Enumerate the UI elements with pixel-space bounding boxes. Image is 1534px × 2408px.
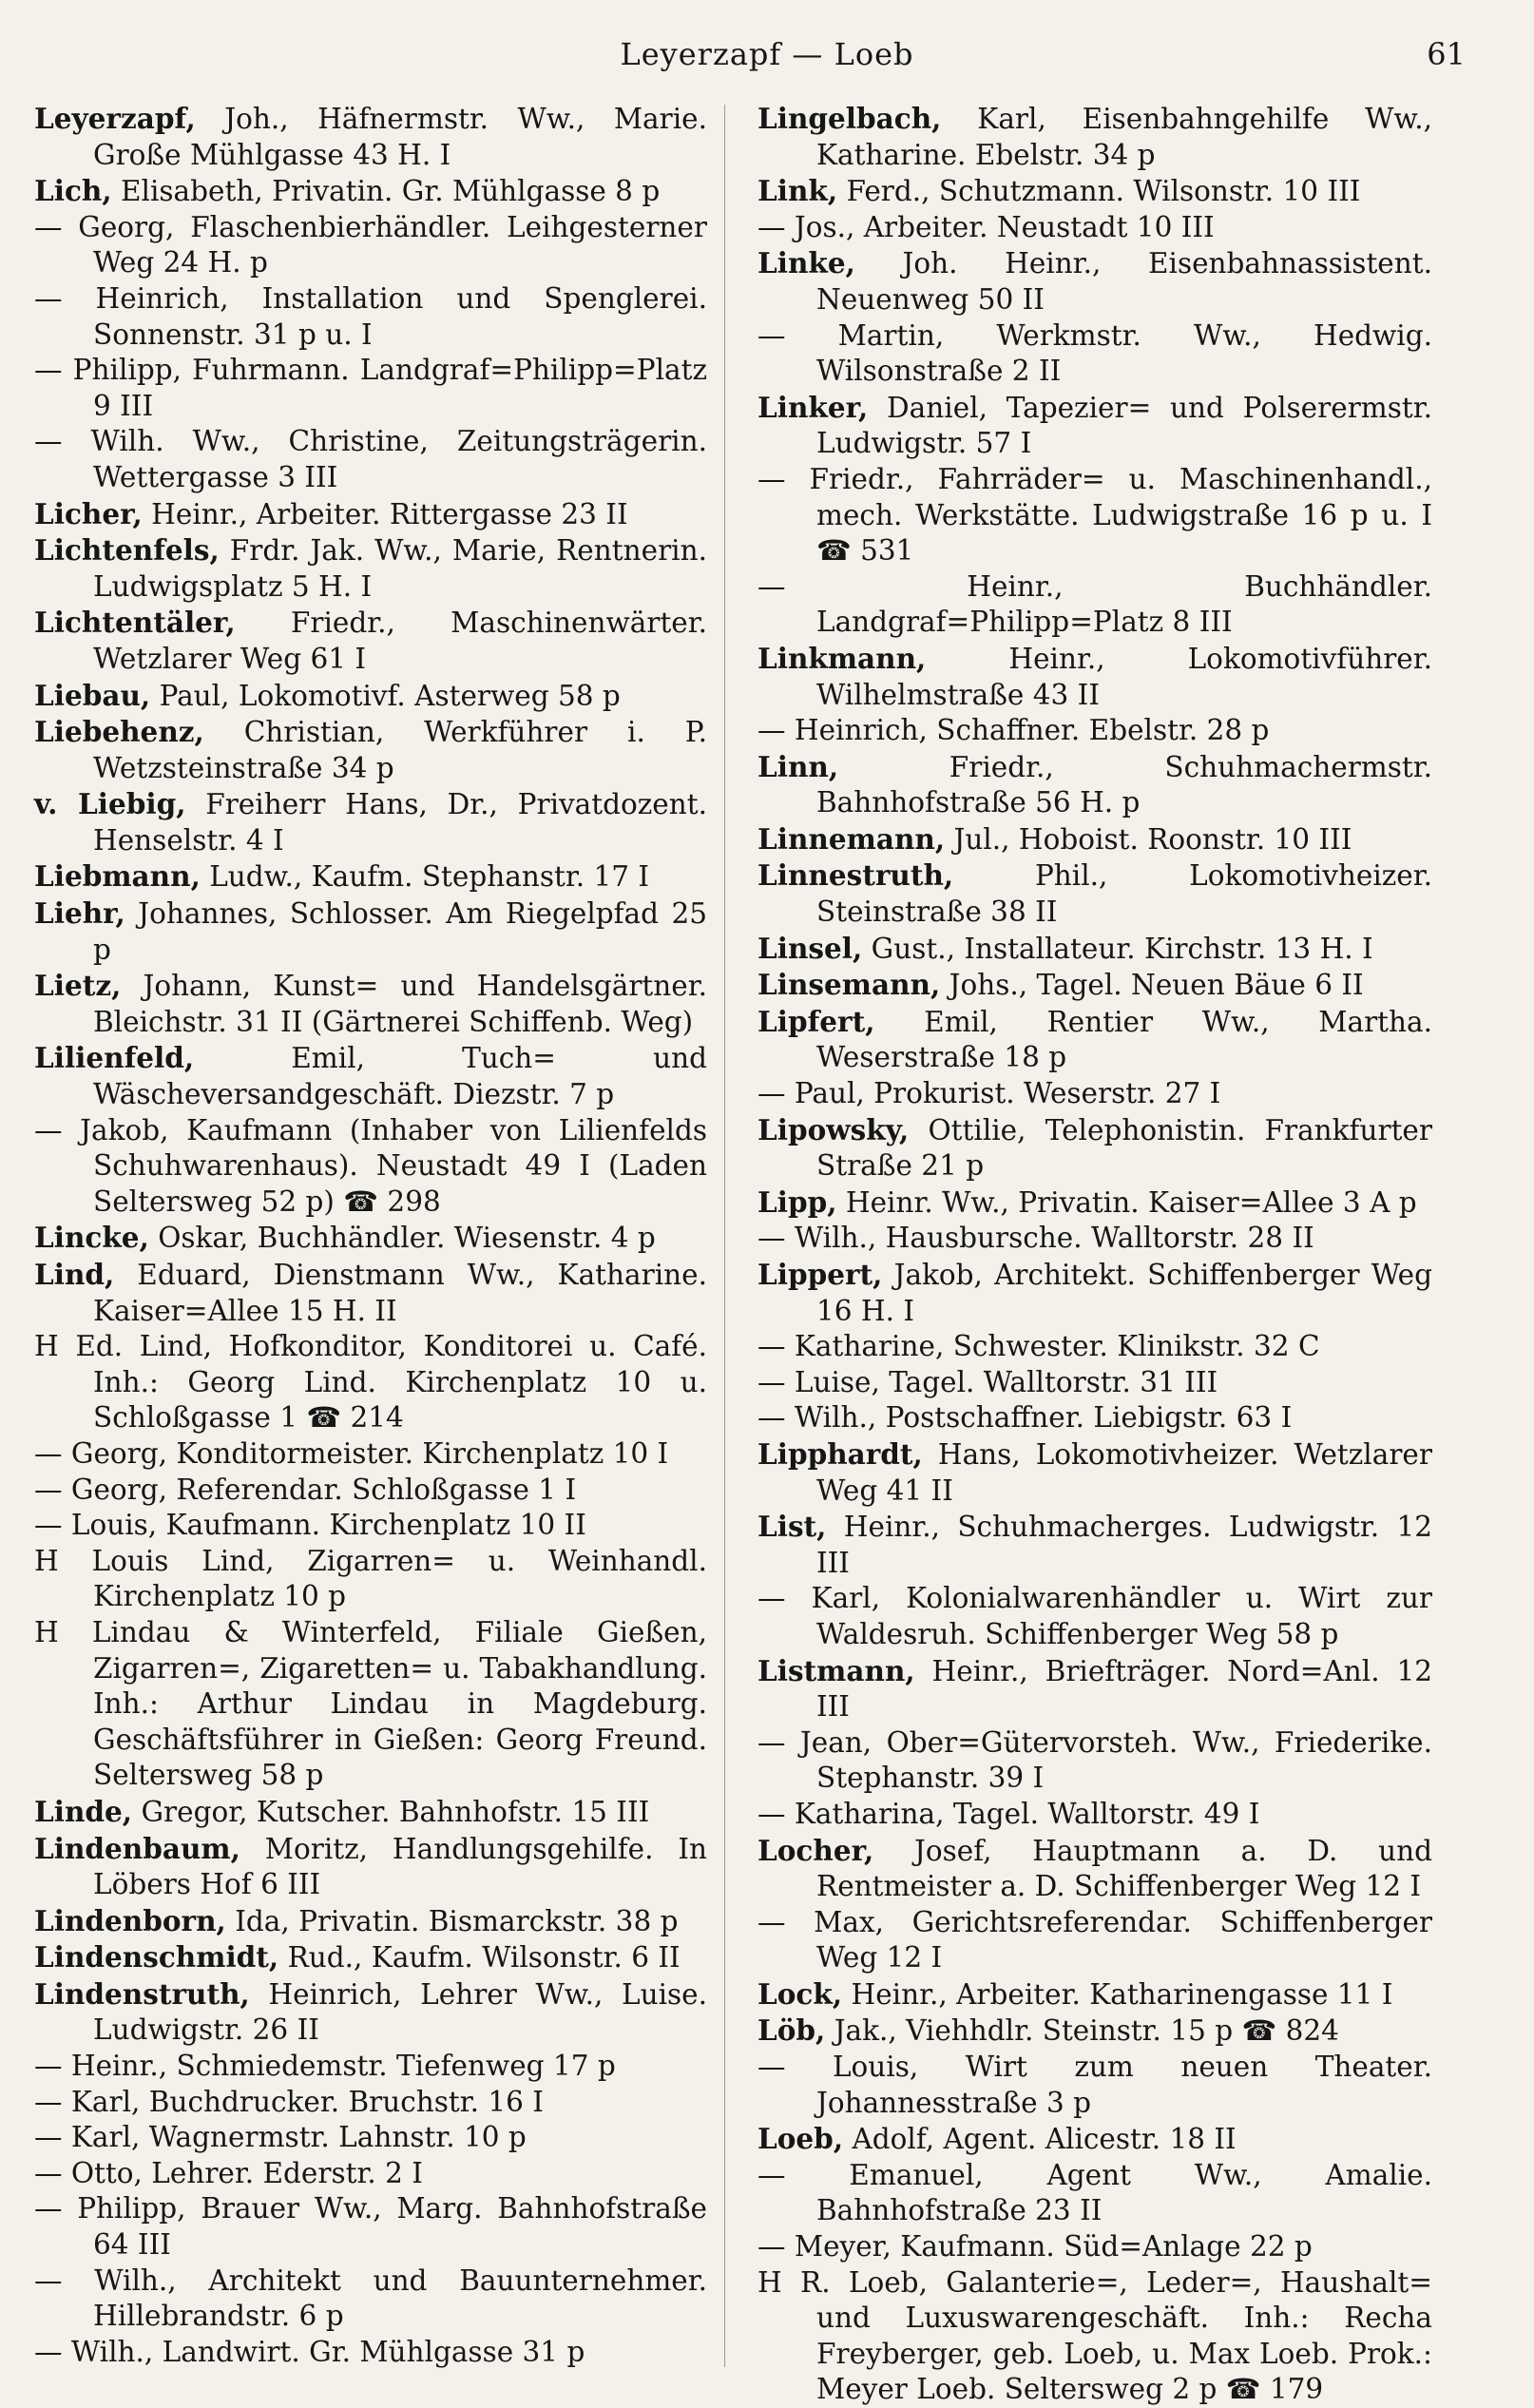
directory-entry: [34, 1113, 707, 1221]
directory-entry: [757, 1509, 1432, 1581]
entry-details: H Louis Lind, Zigarren= u. Weinhandl. Kirchenplatz 10 p: [34, 1544, 707, 1613]
entry-details: H Ed. Lind, Hofkonditor, Konditorei u. Café. Inh.: Georg Lind. Kirchenplatz 10 u. Schloßgasse 1 ☎ 214: [34, 1330, 707, 1435]
directory-entry: [757, 713, 1432, 749]
entry-details: Paul, Lokomotivf. Asterweg 58 p: [150, 679, 621, 712]
entry-surname: Lipp,: [757, 1185, 837, 1219]
entry-details: — Wilh., Hausbursche. Walltorstr. 28 II: [757, 1222, 1314, 1255]
entry-surname: Lind,: [34, 1258, 115, 1291]
directory-entry: [757, 931, 1432, 968]
entry-details: — Emanuel, Agent Ww., Amalie. Bahnhofstraße 23 II: [757, 2158, 1432, 2227]
entry-surname: Liehr,: [34, 896, 125, 931]
entry-details: — Heinrich, Schaffner. Ebelstr. 28 p: [757, 714, 1270, 747]
directory-entry: [34, 1329, 707, 1436]
directory-entry: [757, 1185, 1432, 1222]
entry-surname: Lindenstruth,: [34, 1976, 250, 2011]
entry-details: — Luise, Tagel. Walltorstr. 31 III: [757, 1365, 1218, 1398]
entry-details: Emil, Rentier Ww., Martha. Weserstraße 18 p: [816, 1005, 1432, 1074]
directory-entry: [34, 1220, 707, 1257]
directory-entry: [757, 967, 1432, 1004]
entry-details: — Otto, Lehrer. Ederstr. 2 I: [34, 2156, 423, 2189]
directory-entry: [34, 2120, 707, 2156]
directory-entry: [34, 1939, 707, 1976]
directory-entry: [757, 1833, 1432, 1905]
entry-details: — Philipp, Brauer Ww., Marg. Bahnhofstraße 64 III: [34, 2192, 707, 2262]
entry-details: Emil, Tuch= und Wäscheversandgeschäft. Diezstr. 7 p: [93, 1042, 707, 1111]
entry-details: Ida, Privatin. Bismarckstr. 38 p: [225, 1904, 679, 1937]
entry-details: Ferd., Schutzmann. Wilsonstr. 10 III: [837, 175, 1361, 208]
entry-surname: Lingelbach,: [757, 102, 942, 135]
entry-surname: Lincke,: [34, 1221, 149, 1255]
entry-details: Rud., Kaufm. Wilsonstr. 6 II: [278, 1941, 681, 1975]
left-column: [34, 101, 707, 2370]
directory-entry: [757, 857, 1432, 930]
directory-entry: [34, 424, 707, 495]
entry-details: — Jean, Ober=Gütervorsteh. Ww., Friederike. Stephanstr. 39 I: [757, 1725, 1432, 1795]
entry-details: Johann, Kunst= und Handelsgärtner. Bleichstr. 31 II (Gärtnerei Schiffenb. Weg): [93, 970, 707, 1038]
entry-details: — Max, Gerichtsreferendar. Schiffenberger Weg 12 I: [757, 1905, 1432, 1975]
directory-entry: [757, 1976, 1432, 2013]
entry-surname: Lipowsky,: [757, 1112, 910, 1146]
directory-entry: [757, 641, 1432, 713]
entry-details: — Louis, Kaufmann. Kirchenplatz 10 II: [34, 1509, 586, 1542]
entry-details: Josef, Hauptmann a. D. und Rentmeister a. D. Schiffenberger Weg 12 I: [816, 1834, 1432, 1903]
entry-details: Ludw., Kaufm. Stephanstr. 17 I: [200, 860, 650, 894]
entry-surname: Liebehenz,: [34, 715, 204, 749]
entry-details: Heinr. Ww., Privatin. Kaiser=Allee 3 A p: [836, 1185, 1417, 1219]
directory-entry: [757, 1725, 1432, 1797]
directory-entry: [757, 2229, 1432, 2265]
entry-details: Joh. Heinr., Eisenbahnassistent. Neuenweg 50 II: [816, 247, 1432, 316]
directory-entry: [34, 714, 707, 786]
directory-entry: [34, 896, 707, 968]
entry-surname: List,: [757, 1510, 827, 1544]
entry-details: Heinr., Schuhmacherges. Ludwigstr. 12 III: [816, 1511, 1432, 1579]
entry-details: Joh., Häfnermstr. Ww., Marie. Große Mühlgasse 43 H. I: [93, 103, 707, 171]
entry-details: Gregor, Kutscher. Bahnhofstr. 15 III: [132, 1795, 650, 1828]
directory-entry: [34, 1257, 707, 1329]
directory-entry: [34, 1976, 707, 2049]
entry-details: — Karl, Buchdrucker. Bruchstr. 16 I: [34, 2085, 544, 2118]
entry-details: — Georg, Flaschenbierhändler. Leihgesterner Weg 24 H. p: [34, 210, 707, 279]
directory-entry: [34, 1436, 707, 1473]
entry-details: — Jos., Arbeiter. Neustadt 10 III: [757, 210, 1215, 243]
directory-entry: [34, 858, 707, 896]
directory-entry: [34, 1473, 707, 1509]
entry-surname: Leyerzapf,: [34, 102, 196, 135]
directory-entry: [757, 2121, 1432, 2158]
entry-details: — Heinr., Buchhändler. Landgraf=Philipp=Platz 8 III: [757, 569, 1432, 639]
entry-surname: Lippert,: [757, 1258, 883, 1291]
directory-entry: [757, 1436, 1432, 1509]
entry-details: — Katharine, Schwester. Klinikstr. 32 C: [757, 1330, 1320, 1363]
entry-surname: Lipfert,: [757, 1004, 875, 1038]
directory-entry: [34, 968, 707, 1040]
entry-details: Heinr., Arbeiter. Rittergasse 23 II: [142, 497, 628, 530]
entry-surname: Linsemann,: [757, 968, 941, 1002]
entry-details: H Lindau & Winterfeld, Filiale Gießen, Zigarren=, Zigaretten= u. Tabakhandlung. Inh.: Arthur Lindau in Magdeburg. Geschäftsführer in Gießen: Georg Freund. Seltersweg 58 p: [34, 1615, 707, 1792]
entry-details: H R. Loeb, Galanterie=, Leder=, Haushalt= und Luxuswarengeschäft. Inh.: Recha Freyberger, geb. Loeb, u. Max Loeb. Prok.: Meyer Loeb. Seltersweg 2 p ☎ 179: [757, 2265, 1432, 2406]
entry-details: — Paul, Prokurist. Weserstr. 27 I: [757, 1077, 1221, 1110]
entry-details: Heinr., Arbeiter. Katharinengasse 11 I: [842, 1977, 1393, 2011]
entry-surname: Lich,: [34, 174, 112, 208]
entry-details: Daniel, Tapezier= und Polserermstr. Ludwigstr. 57 I: [816, 391, 1432, 460]
entry-details: Heinr., Lokomotivführer. Wilhelmstraße 43 II: [816, 642, 1432, 711]
directory-entry: [34, 605, 707, 677]
directory-entry: [757, 1076, 1432, 1112]
directory-entry: [757, 2013, 1432, 2050]
running-title: Leyerzapf — Loeb: [620, 36, 914, 72]
directory-entry: [34, 2264, 707, 2335]
directory-entry: [757, 173, 1432, 210]
entry-details: — Georg, Konditormeister. Kirchenplatz 10 I: [34, 1436, 669, 1470]
directory-entry: [757, 2265, 1432, 2408]
entry-details: — Georg, Referendar. Schloßgasse 1 I: [34, 1473, 577, 1506]
directory-entry: [34, 2335, 707, 2371]
entry-details: Jakob, Architekt. Schiffenberger Weg 16 H. I: [816, 1259, 1432, 1327]
entry-surname: Linker,: [757, 390, 869, 424]
directory-entry: [757, 2050, 1432, 2121]
directory-entry: [757, 1257, 1432, 1329]
directory-entry: [34, 2049, 707, 2085]
entry-details: — Karl, Kolonialwarenhändler u. Wirt zur Waldesruh. Schiffenberger Weg 58 p: [757, 1582, 1432, 1650]
entry-surname: Lock,: [757, 1976, 843, 2011]
entry-details: — Friedr., Fahrräder= u. Maschinenhandl., mech. Werkstätte. Ludwigstraße 16 p u. I ☎ 531: [757, 462, 1432, 568]
directory-entry: [757, 749, 1432, 821]
entry-surname: Listmann,: [757, 1653, 915, 1687]
entry-details: Christian, Werkführer i. P. Wetzsteinstraße 34 p: [93, 716, 707, 784]
entry-details: Ottilie, Telephonistin. Frankfurter Straße 21 p: [816, 1113, 1432, 1183]
entry-details: Jak., Viehhdlr. Steinstr. 15 p ☎ 824: [825, 2014, 1339, 2048]
right-column: [757, 101, 1432, 2408]
entry-details: Oskar, Buchhändler. Wiesenstr. 4 p: [148, 1222, 656, 1255]
entry-surname: Lilienfeld,: [34, 1041, 195, 1075]
directory-entry: [34, 210, 707, 281]
entry-details: Karl, Eisenbahngehilfe Ww., Katharine. Ebelstr. 34 p: [816, 103, 1432, 171]
entry-details: — Wilh. Ww., Christine, Zeitungsträgerin. Wettergasse 3 III: [34, 425, 707, 493]
entry-details: — Karl, Wagnermstr. Lahnstr. 10 p: [34, 2121, 527, 2154]
directory-entry: [34, 281, 707, 353]
entry-surname: Lietz,: [34, 969, 122, 1003]
entry-details: — Louis, Wirt zum neuen Theater. Johannesstraße 3 p: [757, 2051, 1432, 2119]
directory-entry: [34, 786, 707, 858]
entry-details: Eduard, Dienstmann Ww., Katharine. Kaiser=Allee 15 H. II: [93, 1259, 707, 1327]
directory-entry: [34, 1903, 707, 1940]
entry-details: — Wilh., Architekt und Bauunternehmer. Hillebrandstr. 6 p: [34, 2264, 707, 2333]
directory-entry: [757, 1365, 1432, 1401]
entry-surname: Lindenschmidt,: [34, 1940, 279, 1975]
entry-details: Heinrich, Lehrer Ww., Luise. Ludwigstr. 26 II: [93, 1977, 707, 2047]
directory-entry: [757, 210, 1432, 246]
directory-entry: [757, 2158, 1432, 2229]
entry-surname: Lindenborn,: [34, 1903, 226, 1937]
entry-surname: v. Liebig,: [34, 787, 186, 821]
entry-details: — Philipp, Fuhrmann. Landgraf=Philipp=Platz 9 III: [34, 354, 707, 422]
entry-surname: Linn,: [757, 749, 839, 783]
entry-details: Friedr., Maschinenwärter. Wetzlarer Weg 61 I: [93, 607, 707, 675]
entry-details: — Wilh., Postschaffner. Liebigstr. 63 I: [757, 1401, 1293, 1435]
entry-details: Johs., Tagel. Neuen Bäue 6 II: [940, 969, 1364, 1002]
entry-surname: Lindenbaum,: [34, 1831, 240, 1865]
entry-surname: Linsel,: [757, 931, 863, 965]
directory-entry: [34, 353, 707, 424]
entry-surname: Lichtenfels,: [34, 533, 220, 568]
entry-details: Phil., Lokomotivheizer. Steinstraße 38 II: [816, 859, 1432, 929]
directory-entry: [757, 1221, 1432, 1257]
entry-surname: Loeb,: [757, 2122, 844, 2156]
directory-entry: [757, 1400, 1432, 1436]
entry-details: Jul., Hoboist. Roonstr. 10 III: [945, 822, 1352, 856]
entry-surname: Locher,: [757, 1833, 874, 1867]
directory-entry: [34, 496, 707, 533]
entry-surname: Löb,: [757, 2013, 826, 2048]
directory-entry: [34, 1615, 707, 1794]
directory-entry: [34, 532, 707, 605]
directory-entry: [34, 1794, 707, 1831]
entry-details: Johannes, Schlosser. Am Riegelpfad 25 p: [93, 897, 707, 966]
directory-entry: [757, 318, 1432, 390]
page-header: [38, 29, 1496, 82]
entry-details: — Katharina, Tagel. Walltorstr. 49 I: [757, 1797, 1260, 1830]
entry-surname: Liebmann,: [34, 859, 201, 894]
directory-entry: [757, 1797, 1432, 1833]
entry-details: Freiherr Hans, Dr., Privatdozent. Henselstr. 4 I: [93, 788, 707, 857]
entry-details: Heinr., Briefträger. Nord=Anl. 12 III: [816, 1654, 1432, 1724]
entry-details: Elisabeth, Privatin. Gr. Mühlgasse 8 p: [111, 175, 661, 208]
entry-details: — Heinr., Schmiedemstr. Tiefenweg 17 p: [34, 2050, 616, 2083]
directory-entry: [757, 821, 1432, 858]
entry-surname: Link,: [757, 174, 838, 208]
directory-entry: [34, 678, 707, 715]
directory-entry: [757, 1329, 1432, 1365]
entry-details: — Jakob, Kaufmann (Inhaber von Lilienfelds Schuhwarenhaus). Neustadt 49 I (Laden Seltersweg 52 p) ☎ 298: [34, 1113, 707, 1218]
entry-details: — Heinrich, Installation und Spenglerei. Sonnenstr. 31 p u. I: [34, 281, 707, 351]
column-divider: [724, 105, 725, 2367]
entry-surname: Linke,: [757, 246, 855, 280]
entry-details: — Meyer, Kaufmann. Süd=Anlage 22 p: [757, 2230, 1313, 2264]
directory-entry: [34, 2156, 707, 2192]
entry-surname: Liebau,: [34, 678, 151, 712]
entry-details: Adolf, Agent. Alicestr. 18 II: [843, 2123, 1237, 2156]
entry-details: Moritz, Handlungsgehilfe. In Löbers Hof 6 III: [93, 1832, 707, 1901]
directory-entry: [34, 1544, 707, 1615]
entry-surname: Lipphardt,: [757, 1436, 923, 1471]
directory-entry: [757, 462, 1432, 569]
directory-entry: [757, 101, 1432, 173]
entry-surname: Linnestruth,: [757, 858, 954, 893]
directory-entry: [34, 1831, 707, 1903]
entry-details: — Wilh., Landwirt. Gr. Mühlgasse 31 p: [34, 2335, 585, 2368]
entry-details: Hans, Lokomotivheizer. Wetzlarer Weg 41 II: [816, 1437, 1432, 1507]
page-number: 61: [1427, 36, 1466, 72]
entry-surname: Lichtentäler,: [34, 606, 236, 640]
entry-surname: Linde,: [34, 1794, 133, 1828]
directory-entry: [34, 1508, 707, 1544]
directory-entry: [34, 2191, 707, 2263]
directory-entry: [34, 173, 707, 210]
directory-entry: [757, 1905, 1432, 1976]
directory-entry: [757, 390, 1432, 462]
entry-surname: Linkmann,: [757, 641, 927, 675]
directory-entry: [34, 101, 707, 173]
directory-entry: [757, 1581, 1432, 1652]
directory-entry: [34, 1040, 707, 1112]
entry-surname: Licher,: [34, 496, 143, 530]
directory-entry: [757, 1004, 1432, 1076]
directory-entry: [757, 245, 1432, 318]
directory-entry: [757, 1653, 1432, 1725]
entry-details: Frdr. Jak. Ww., Marie, Rentnerin. Ludwigsplatz 5 H. I: [93, 534, 707, 603]
directory-entry: [757, 1112, 1432, 1185]
directory-entry: [757, 569, 1432, 641]
entry-details: Friedr., Schuhmachermstr. Bahnhofstraße 56 H. p: [816, 750, 1432, 819]
entry-details: Gust., Installateur. Kirchstr. 13 H. I: [862, 932, 1373, 965]
entry-surname: Linnemann,: [757, 821, 946, 856]
directory-entry: [34, 2085, 707, 2121]
entry-details: — Martin, Werkmstr. Ww., Hedwig. Wilsonstraße 2 II: [757, 318, 1432, 388]
